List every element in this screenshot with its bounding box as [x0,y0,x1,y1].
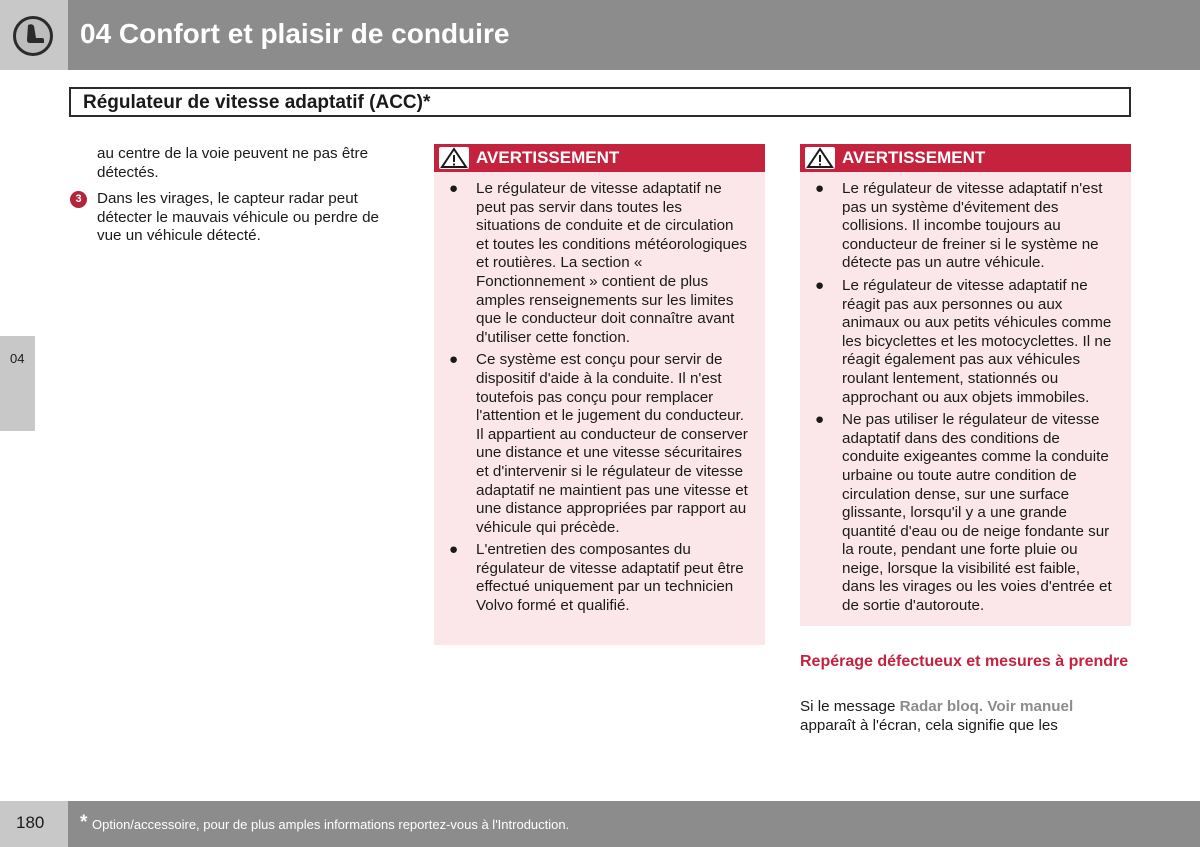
warning-item [434,541,765,615]
chapter-icon-box [0,0,68,70]
warning-item-text: L'entretien des composantes du régulateur de vitesse adaptatif peut être effectué uniquement par un technicien Volvo formé et qualifié. [476,541,744,615]
warning-item-text: Ne pas utiliser le régulateur de vitesse adaptatif dans des conditions de conduite exigeantes comme la conduite urbaine ou toute autre condition de circulation dense, sur une surface glissante, lorsqu'il y a une grande quantité d'eau ou de neige fondante sur la route, pendant une forte pluie ou neige, lorsque la visibilité est faible, dans les virages ou les voies d'entrée et de sortie d'autoroute. [842,411,1112,615]
text-before: Si le message [800,698,900,715]
warning-item [800,411,1131,616]
warning-header [434,144,765,172]
warning-item [434,351,765,537]
section-title-box [69,87,1131,117]
page-number: 180 [16,813,45,832]
bullet-icon: ● [449,351,459,369]
warning-box-2 [800,144,1131,626]
chapter-title: 04 Confort et plaisir de conduire [80,18,510,49]
numbered-item [75,190,407,246]
warning-box-1 [434,144,765,645]
warning-triangle-icon [805,147,835,169]
warning-title: AVERTISSEMENT [476,148,620,167]
warning-item-text: Le régulateur de vitesse adaptatif ne réagit pas aux personnes ou aux animaux ou aux petits véhicules comme les bicyclettes et les motocyclettes. Il ne réagit également pas aux véhicules roulant lentement, stationnés ou approchant ou aux objets immobiles. [842,276,1112,406]
warning-item-text: Le régulateur de vitesse adaptatif n'est pas un système d'évitement des collisions. Il incombe toujours au conducteur de freiner si le système ne détecte pas un autre véhicule. [842,180,1103,272]
warning-header [800,144,1131,172]
footer-bar [68,801,1200,847]
warning-item [434,180,765,347]
warning-list [434,180,765,620]
warning-item [800,277,1131,407]
footnote-text: Option/accessoire, pour de plus amples informations reportez-vous à l'Introduction. [92,817,570,832]
warning-list [800,180,1131,620]
warning-item [800,180,1131,273]
bullet-icon: ● [815,276,825,294]
bullet-icon: ● [449,180,459,197]
bullet-icon: ● [815,411,825,429]
side-tab-label: 04 [10,351,25,366]
number-badge: 3 [70,191,87,208]
warning-title: AVERTISSEMENT [842,148,986,167]
warning-item-text: Ce système est conçu pour servir de dispositif d'aide à la conduite. Il n'est toutefois pas conçu pour remplacer l'attention et le jugement du conducteur. Il appartient au conducteur de conserver une distance et une vitesse sécuritaires et d'intervenir si le régulateur de vitesse adaptatif ne maintient pas une vitesse et une distance appropriées par rapport au véhicule qui précède. [476,351,748,536]
text-after: apparaît à l'écran, cela signifie que les [800,717,1058,734]
seat-icon [13,16,53,56]
subsection-heading: Repérage défectueux et mesures à prendre [800,653,1129,670]
chapter-side-tab [0,336,35,431]
footnote-star: * [80,812,88,833]
column-left [75,145,407,254]
section-title: Régulateur de vitesse adaptatif (ACC)* [83,92,431,113]
footer-page-box [0,801,68,847]
continuation-text: au centre de la voie peuvent ne pas être détectés. [97,145,369,181]
warning-item-text: Le régulateur de vitesse adaptatif ne peut pas servir dans toutes les situations de conduite et de circulation et toutes les conditions météorologiques et routières. La section « Fonctionnement » contient de plus amples renseignements sur les limites que le conducteur doit connaître avant d'utiliser cette fonction. [476,180,748,346]
troubleshoot-text [800,697,1130,735]
numbered-item-text: Dans les virages, le capteur radar peut détecter le mauvais véhicule ou perdre de vue un véhicule détecté. [97,190,379,245]
chapter-header [68,0,1200,70]
bullet-icon: ● [449,541,459,559]
bullet-icon: ● [815,180,825,197]
display-message: Radar bloq. Voir manuel [899,698,1074,715]
warning-triangle-icon [439,147,469,169]
